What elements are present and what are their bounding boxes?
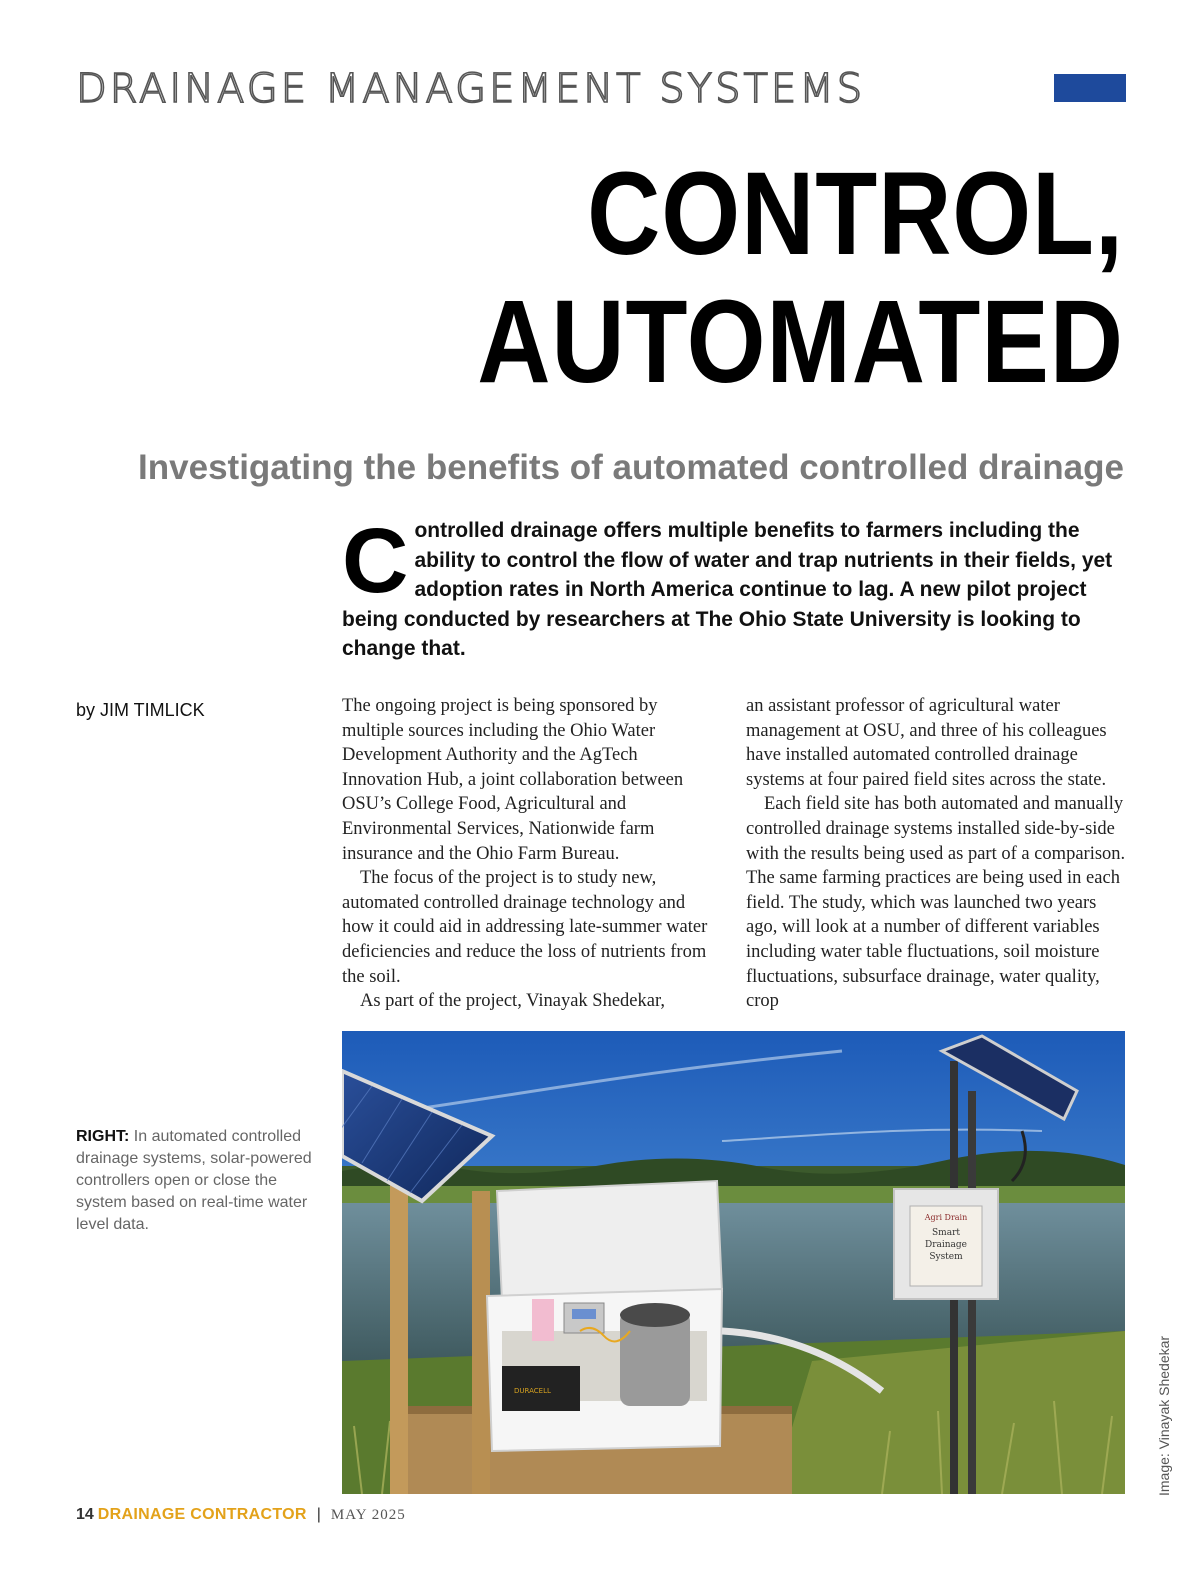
intro-text: ontrolled drainage offers multiple benefits to farmers including the ability to control the flow of water and trap nutrients in their fields, yet adoption rates in North America continue to lag. A new pilot project being conducted by researchers at The Ohio State University is looking to change that. (342, 519, 1113, 661)
body-column-2 (746, 694, 1130, 1014)
sign-line-3: Drainage (924, 1240, 968, 1250)
drop-cap: C (342, 510, 409, 612)
title-line-1: CONTROL, (587, 148, 1124, 280)
battery-label: DURACELL (514, 1387, 551, 1395)
photo-credit: Image: Vinayak Shedekar (1156, 1335, 1172, 1496)
body-paragraph: As part of the project, Vinayak Shedekar, (360, 991, 666, 1012)
body-paragraph: Each field site has both automated and manually controlled drainage systems installed side-by-side with the results being used as part of a comparison. The same farming practices are being used in each field. The study, which was launched two years ago, will look at a number of different variables including water table fluctuations, soil moisture fluctuations, subsurface drainage, water quality, crop (746, 794, 1126, 1012)
photo-caption (76, 1126, 324, 1236)
body-paragraph: The ongoing project is being sponsored by multiple sources including the Ohio Water Development Authority and the AgTech Innovation Hub, a joint collaboration between OSU’s College Food, Agricultural and Environmental Services, Nationwide farm insurance and the Ohio Farm Bureau. (342, 696, 684, 864)
byline: by JIM TIMLICK (76, 700, 205, 720)
sign-line-2: Smart (932, 1228, 960, 1238)
section-header (76, 66, 1126, 112)
issue-date: MAY 2025 (330, 1507, 406, 1523)
caption-text: In automated controlled drainage systems, solar-powered controllers open or close the system based on real-time water level data. (76, 1128, 312, 1233)
page-number: 14 (76, 1506, 94, 1523)
body-column-1 (342, 694, 714, 1014)
body-paragraph: The focus of the project is to study new, automated controlled drainage technology and how it could aid in addressing late-summer water deficiencies and reduce the loss of nutrients from the soil. (342, 868, 708, 987)
intro-paragraph (342, 510, 1130, 664)
article-photo (342, 1031, 1125, 1494)
section-accent-bar (1054, 74, 1126, 102)
caption-lead: RIGHT: (76, 1128, 130, 1145)
body-paragraph: an assistant professor of agricultural water management at OSU, and three of his colleagues have installed automated controlled drainage systems at four paired field sites across the state. (746, 696, 1107, 790)
article-subtitle: Investigating the benefits of automated controlled drainage (138, 448, 1124, 487)
sign-line-1: Agri Drain (924, 1213, 968, 1222)
magazine-name: DRAINAGE CONTRACTOR (97, 1506, 307, 1523)
page-footer (76, 1506, 406, 1524)
title-line-2: AUTOMATED (477, 276, 1124, 408)
footer-separator: | (316, 1506, 321, 1523)
section-label: DRAINAGE MANAGEMENT SYSTEMS (76, 66, 866, 112)
article-title (477, 150, 1124, 406)
sign-line-4: System (929, 1252, 963, 1262)
